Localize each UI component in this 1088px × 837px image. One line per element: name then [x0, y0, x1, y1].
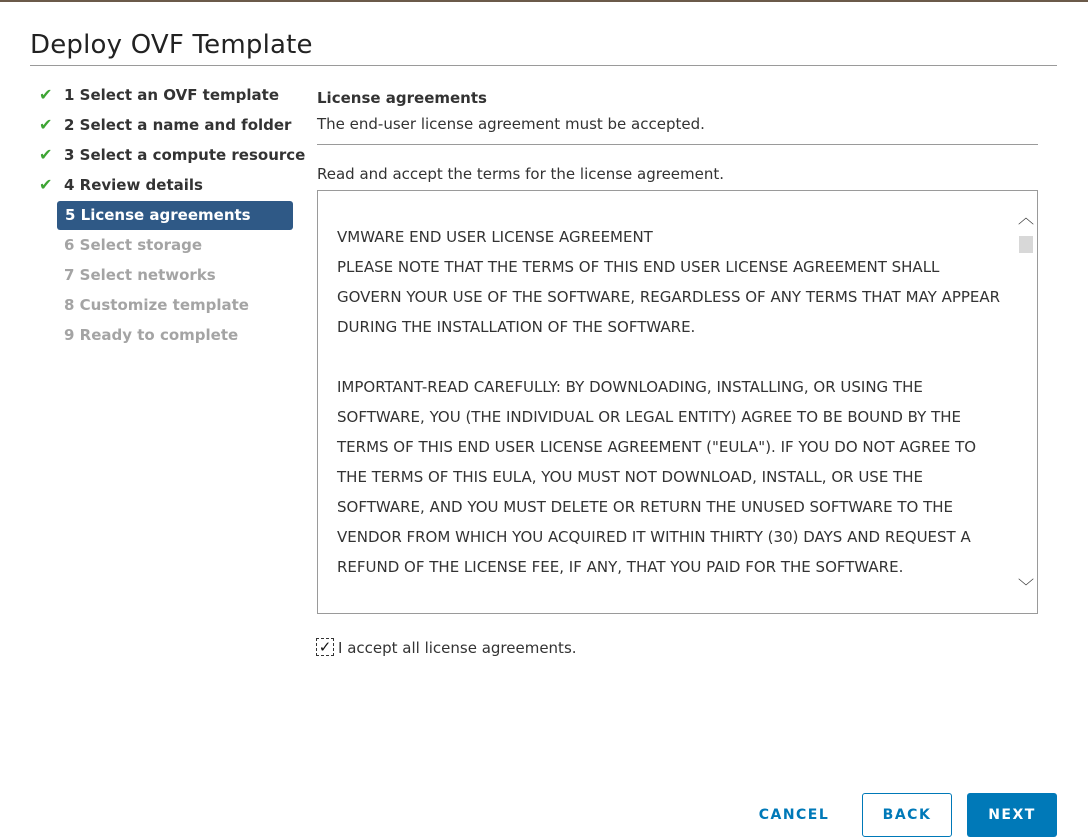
license-paragraph — [337, 222, 1007, 342]
step-label: 1 Select an OVF template — [64, 86, 280, 104]
step-license-agreements[interactable] — [38, 201, 294, 231]
next-button[interactable]: NEXT — [967, 793, 1057, 837]
accept-license-label[interactable]: I accept all license agreements. — [338, 639, 577, 657]
step-select-storage — [38, 231, 294, 261]
scroll-thumb[interactable] — [1019, 236, 1033, 253]
step-select-networks — [38, 261, 294, 291]
license-text — [337, 222, 1007, 612]
check-icon: ✔ — [39, 145, 53, 164]
dialog-title: Deploy OVF Template — [30, 30, 313, 60]
license-notice: PLEASE NOTE THAT THE TERMS OF THIS END USER LICENSE AGREEMENT SHALL GOVERN YOUR USE OF THE SOFTWARE, REGARDLESS OF ANY TERMS THAT MAY APPEAR DURING THE INSTALLATION OF THE SOFTWARE. — [337, 258, 1001, 336]
title-divider — [30, 65, 1057, 66]
step-label: 3 Select a compute resource — [64, 146, 306, 164]
step-label: 8 Customize template — [64, 296, 249, 314]
cancel-button[interactable]: CANCEL — [758, 807, 830, 823]
window-top-edge — [0, 0, 1088, 2]
step-label: 9 Ready to complete — [64, 326, 239, 344]
license-text-box[interactable] — [317, 190, 1038, 614]
chevron-down-icon[interactable]: ﹀ — [1017, 577, 1034, 596]
step-review-details[interactable] — [38, 171, 294, 201]
step-ready-to-complete — [38, 321, 294, 351]
chevron-up-icon[interactable]: ︿ — [1017, 208, 1034, 227]
check-icon: ✔ — [39, 85, 53, 104]
license-heading: VMWARE END USER LICENSE AGREEMENT — [337, 228, 653, 246]
step-label: 2 Select a name and folder — [64, 116, 292, 134]
step-label: 4 Review details — [64, 176, 203, 194]
check-icon: ✔ — [39, 175, 53, 194]
license-instruction: Read and accept the terms for the license agreement. — [317, 165, 725, 183]
step-label: 6 Select storage — [64, 236, 203, 254]
step-select-ovf-template[interactable] — [38, 81, 294, 111]
check-icon: ✔ — [39, 115, 53, 134]
license-scrollbar[interactable] — [1015, 191, 1037, 613]
section-description: The end-user license agreement must be accepted. — [317, 115, 705, 133]
license-paragraph: IMPORTANT-READ CAREFULLY: BY DOWNLOADING, INSTALLING, OR USING THE SOFTWARE, YOU (THE INDIVIDUAL OR LEGAL ENTITY) AGREE TO BE BOUND BY THE TERMS OF THIS END USER LICENSE AGREEMENT ("EULA"). IF YOU DO NOT AGREE TO THE TERMS OF THIS EULA, YOU MUST NOT DOWNLOAD, INSTALL, OR USE THE SOFTWARE, AND YOU MUST DELETE OR RETURN THE UNUSED SOFTWARE TO THE VENDOR FROM WHICH YOU ACQUIRED IT WITHIN THIRTY (30) DAYS AND REQUEST A REFUND OF THE LICENSE FEE, IF ANY, THAT YOU PAID FOR THE SOFTWARE. — [337, 378, 977, 576]
section-title: License agreements — [317, 89, 487, 107]
step-select-compute-resource[interactable] — [38, 141, 306, 171]
step-label: 5 License agreements — [57, 201, 293, 230]
back-button[interactable]: BACK — [862, 793, 952, 837]
section-divider — [317, 144, 1038, 145]
step-label: 7 Select networks — [64, 266, 216, 284]
wizard-steps — [38, 81, 306, 351]
step-select-name-folder[interactable] — [38, 111, 294, 141]
accept-license-checkbox[interactable]: ✓ — [316, 638, 334, 656]
step-customize-template — [38, 291, 294, 321]
